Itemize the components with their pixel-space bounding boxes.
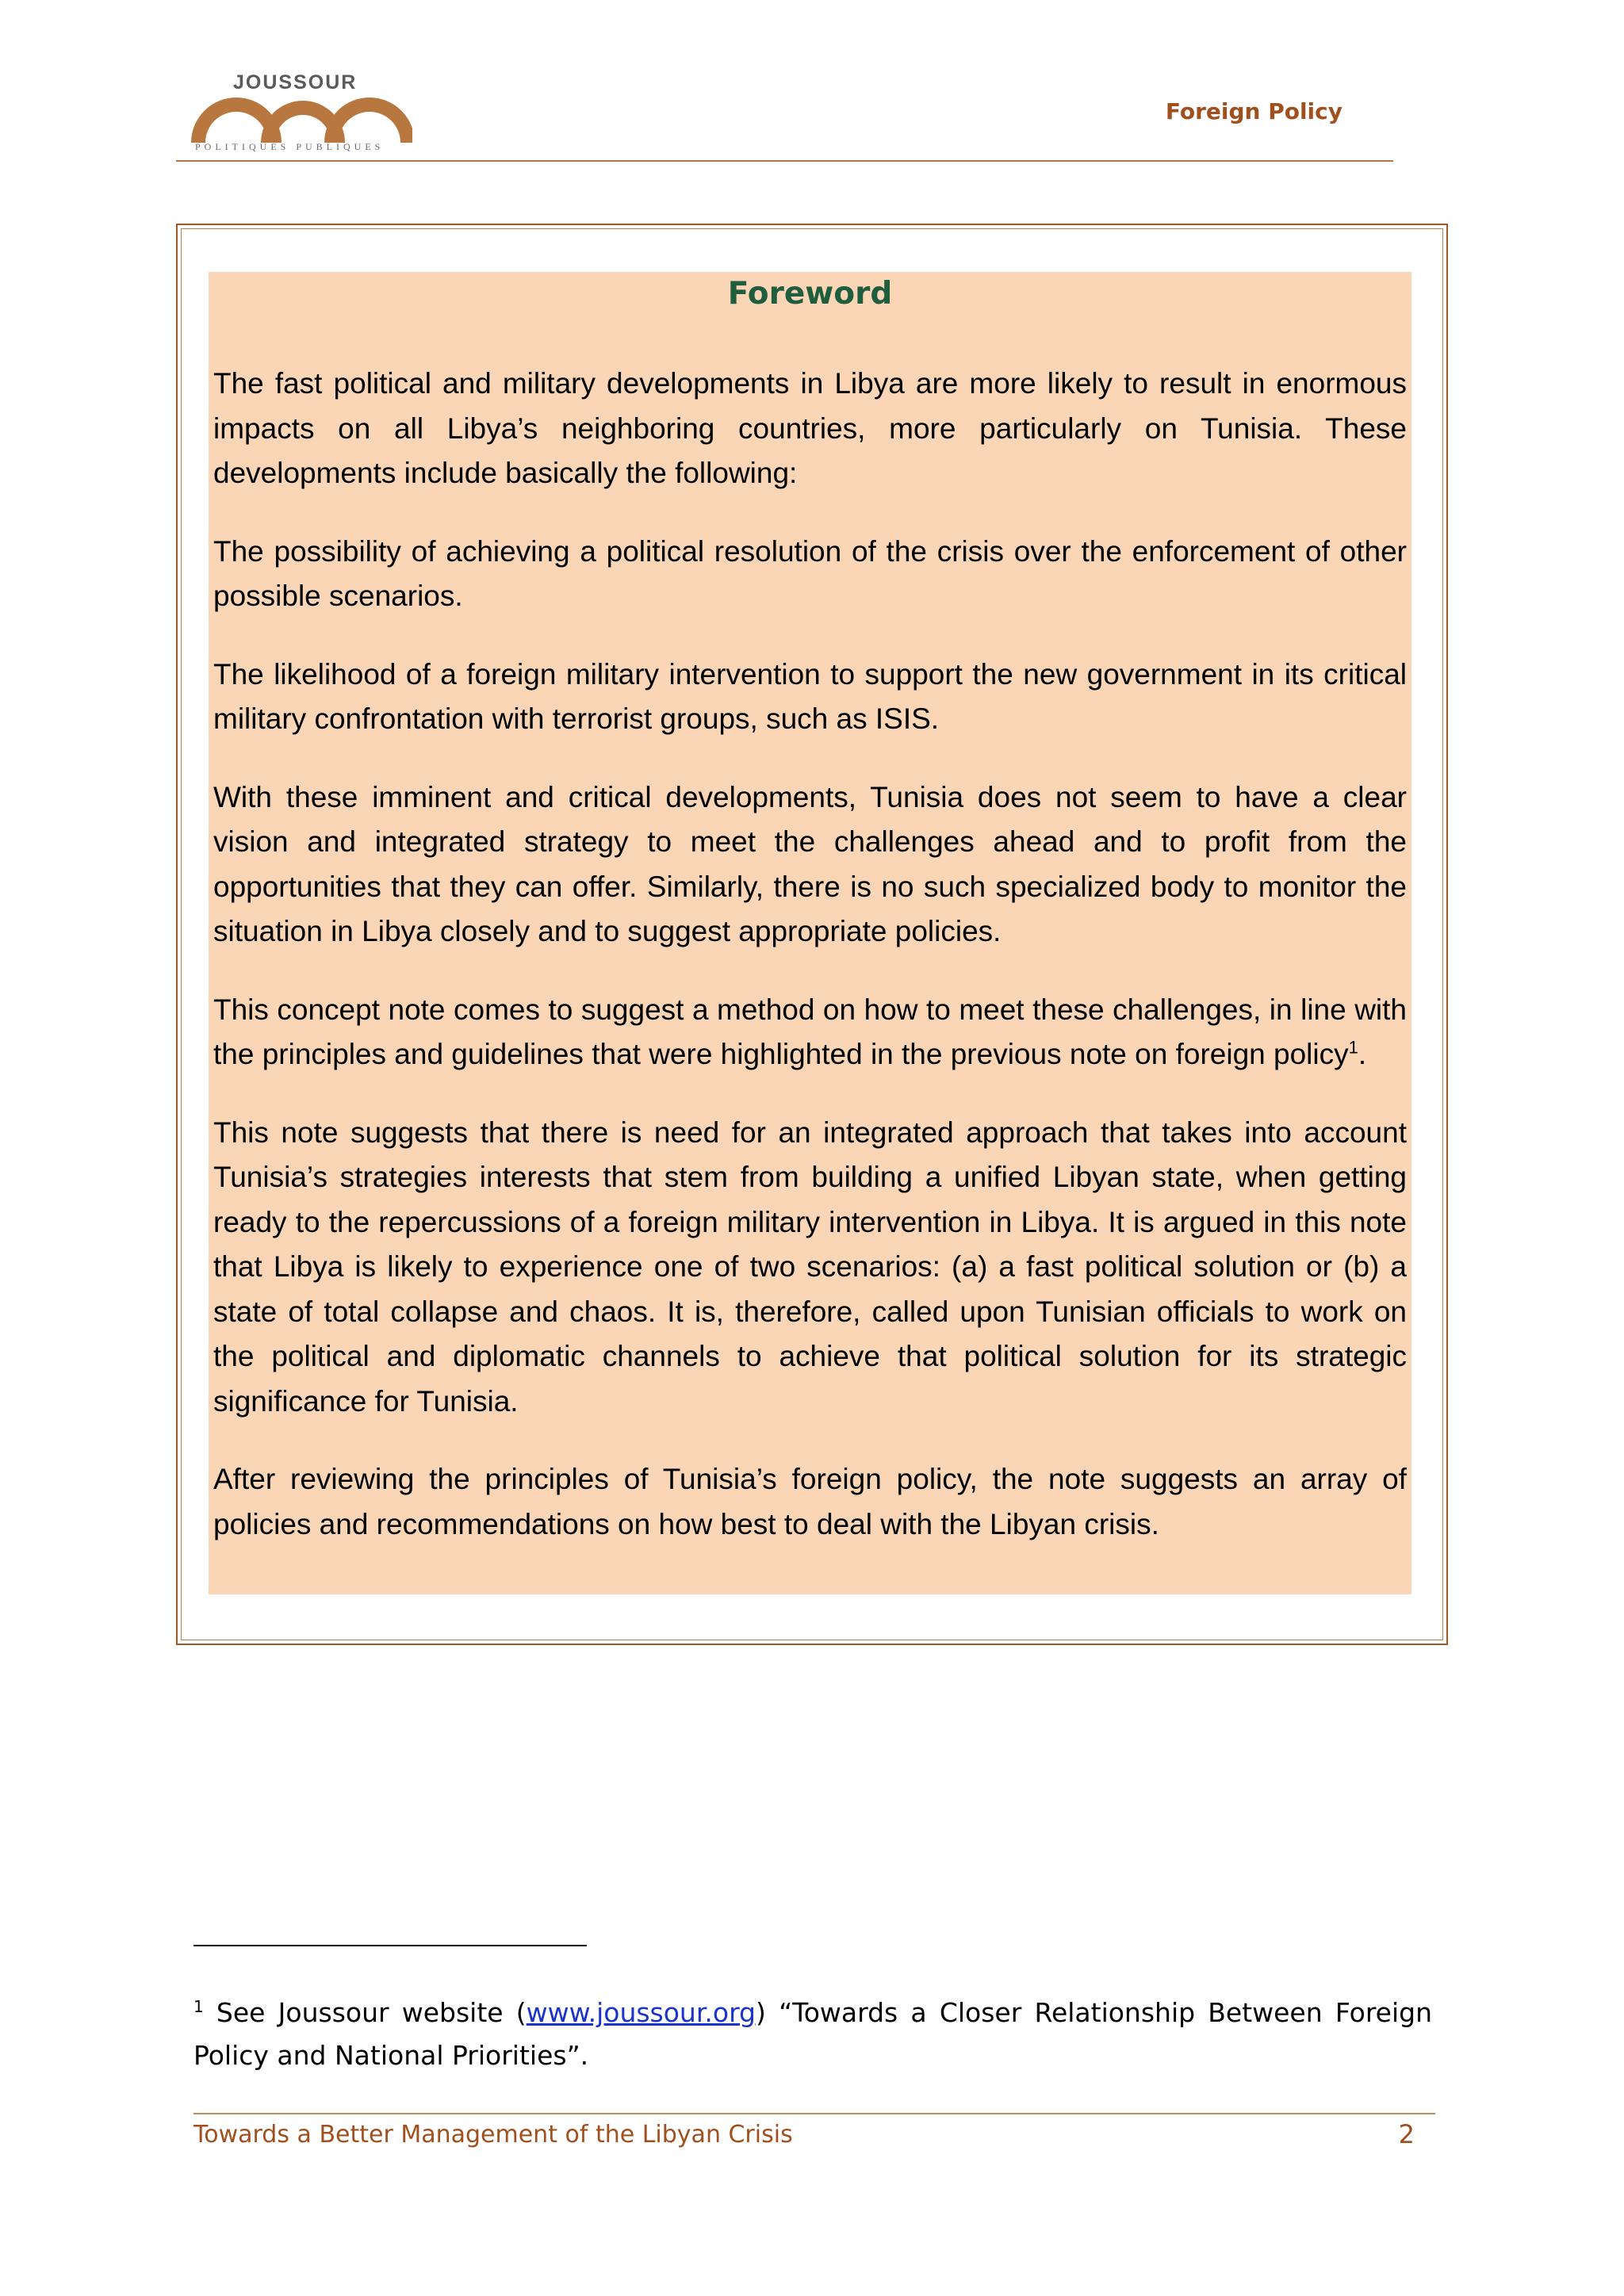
joussour-website-link[interactable]: www.joussour.org	[526, 1997, 756, 2028]
footnote-text: See Joussour website (	[216, 1997, 527, 2028]
header-title: Foreign Policy	[1165, 98, 1342, 124]
paragraph-end: .	[1358, 1038, 1367, 1070]
footnote-reference[interactable]: 1	[1348, 1037, 1358, 1058]
foreword-paragraph: The possibility of achieving a political resolution of the crisis over the enforcement of other possible scenarios.	[213, 534, 1407, 612]
foreword-paragraph	[213, 988, 1407, 1077]
foreword-title: Foreword	[727, 276, 893, 312]
foreword-paragraph: The likelihood of a foreign military intervention to support the new government in its critical military confrontation with terrorist groups, such as ISIS.	[213, 657, 1407, 735]
foreword-paragraph: The fast political and military developments in Libya are more likely to result in enormous impacts on all Libya’s neighboring countries, more particularly on Tunisia. These developments include basically the following:	[213, 367, 1407, 489]
foreword-paragraph: With these imminent and critical developments, Tunisia does not seem to have a clear vision and integrated strategy to meet the challenges ahead and to profit from the opportunities that they can offer. Similarly, there is no such specialized body to monitor the situation in Libya closely and to suggest appropriate policies.	[213, 780, 1407, 947]
logo-arcs-icon	[190, 94, 412, 143]
foreword-paragraph: After reviewing the principles of Tunisia’s foreign policy, the note suggests an array of policies and recommendations on how best to deal with the Libyan crisis.	[213, 1463, 1407, 1540]
logo-wordmark: JOUSSOUR	[233, 71, 358, 94]
footnote-divider	[193, 1945, 587, 1946]
logo-subtitle: POLITIQUES PUBLIQUES	[195, 141, 385, 152]
paragraph-text: This concept note comes to suggest a method on how to meet these challenges, in line with the principles and guidelines that were highlighted in the previous note on foreign policy	[213, 993, 1407, 1070]
footnote	[193, 1992, 1432, 2077]
footer-title: Towards a Better Management of the Libyan Crisis	[193, 2121, 793, 2149]
page-number: 2	[1398, 2119, 1415, 2149]
foreword-paragraph: This note suggests that there is need for an integrated approach that takes into account Tunisia’s strategies interests that stem from building a unified Libyan state, when getting ready to the repercussions of a foreign military intervention in Libya. It is argued in this note that Libya is likely to experience one of two scenarios: (a) a fast political solution or (b) a state of total collapse and chaos. It is, therefore, called upon Tunisian officials to work on the political and diplomatic channels to achieve that political solution for its strategic significance for Tunisia.	[213, 1115, 1407, 1418]
footnote-marker: 1	[193, 1997, 204, 2016]
header-divider	[176, 160, 1393, 162]
foreword-body	[213, 362, 1407, 1580]
footnote-text: ) “Towards a Closer Relationship Between Foreign Policy and National Priorities”.	[193, 1997, 1432, 2071]
footer-divider	[193, 2113, 1435, 2114]
joussour-logo	[190, 71, 412, 159]
